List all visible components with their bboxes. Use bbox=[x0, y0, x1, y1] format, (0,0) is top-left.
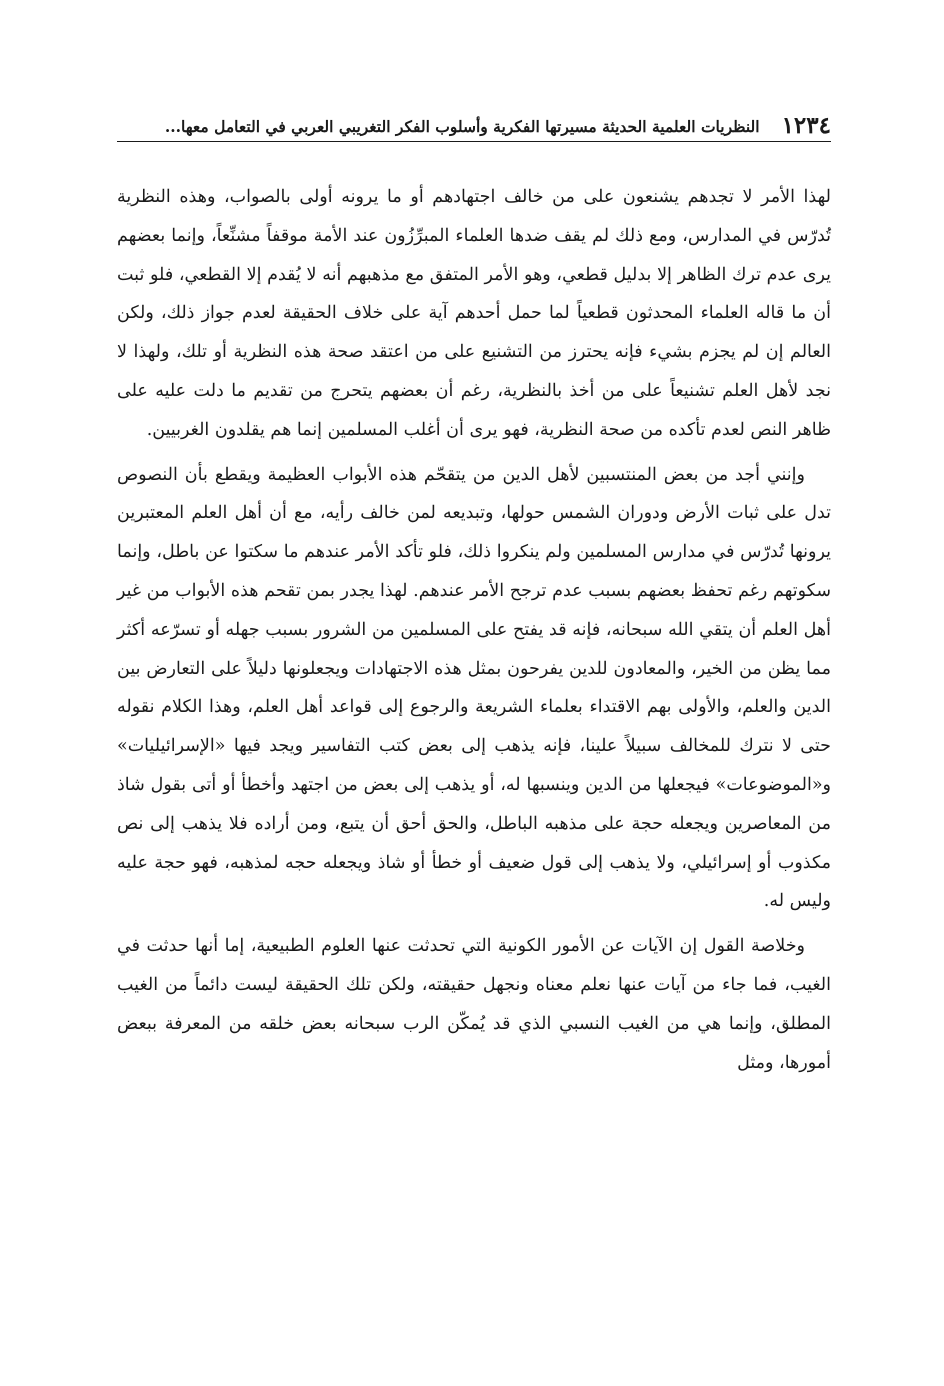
running-title: النظريات العلمية الحديثة مسيرتها الفكرية وأسلوب الفكر التغريبي العربي في التعامل معها... bbox=[164, 117, 760, 137]
book-page bbox=[117, 100, 831, 1330]
body-text bbox=[117, 178, 831, 1082]
page-number: ١٢٣٤ bbox=[781, 112, 831, 139]
paragraph-1: لهذا الأمر لا تجدهم يشنعون على من خالف اجتهادهم أو ما يرونه أولى بالصواب، وهذه النظرية تُدرّس في المدارس، ومع ذلك لم يقف ضدها العلماء المبرِّزُون عند الأمة موقفاً مشنِّعاً، وإنما بعضهم يرى عدم ترك الظاهر إلا بدليل قطعي، وهو الأمر المتفق مع مذهبهم أنه لا يُقدم إلا القطعي، فلو ثبت أن ما قاله العلماء المحدثون قطعياً لما حمل أحدهم آية على خلاف الحقيقة لعدم جواز ذلك، ولكن العالم إن لم يجزم بشيء فإنه يحترز من التشنيع على من اعتقد صحة هذه النظرية أو تلك، ولهذا لا نجد لأهل العلم تشنيعاً على من أخذ بالنظرية، رغم أن بعضهم يتحرج من تقديم ما دلت عليه على ظاهر النص لعدم تأكده من صحة النظرية، فهو يرى أن أغلب المسلمين إنما هم يقلدون الغربيين. bbox=[117, 187, 831, 440]
paragraph-2: وإنني أجد من بعض المنتسبين لأهل الدين من يتقحّم هذه الأبواب العظيمة ويقطع بأن النصوص تدل على ثبات الأرض ودوران الشمس حولها، وتبديعه لمن خالف رأيه، مع أن أهل العلم المعتبرين يرونها تُدرّس في مدارس المسلمين ولم ينكروا ذلك، فلو تأكد الأمر عندهم ما سكتوا عن باطل، وإنما سكوتهم رغم تحفظ بعضهم بسبب عدم ترجح الأمر عندهم. لهذا يجدر بمن تقحم هذه الأبواب من غير أهل العلم أن يتقي الله سبحانه، فإنه قد يفتح على المسلمين من الشرور بسبب جهله أو تسرّعه أكثر مما يظن من الخير، والمعادون للدين يفرحون بمثل هذه الاجتهادات ويجعلونها دليلاً على التعارض بين الدين والعلم، والأولى بهم الاقتداء بعلماء الشريعة والرجوع إلى قواعد أهل العلم، وهذا الكلام نقوله حتى لا نترك للمخالف سبيلاً علينا، فإنه يذهب إلى بعض كتب التفاسير ويجد فيها «الإسرائيليات» و«الموضوعات» فيجعلها من الدين وينسبها له، أو يذهب إلى بعض من اجتهد وأخطأ أو أتى بقول شاذ من المعاصرين ويجعله حجة على مذهبه الباطل، والحق أحق أن يتبع، ومن أراده فلا يذهب إلى نص مكذوب أو إسرائيلي، ولا يذهب إلى قول ضعيف أو خطأ أو شاذ ويجعله حجه لمذهبه، فهو حجة عليه وليس له. bbox=[117, 464, 831, 912]
paragraph-3: وخلاصة القول إن الآيات عن الأمور الكونية التي تحدثت عنها العلوم الطبيعية، إما أنها حدثت في الغيب، فما جاء من آيات عنها نعلم معناه ونجهل حقيقته، ولكن تلك الحقيقة ليست دائماً من الغيب المطلق، وإنما هي من الغيب النسبي الذي قد يُمكّن الرب سبحانه بعض خلقه من المعرفة ببعض أمورها، ومثل bbox=[117, 936, 831, 1073]
running-header bbox=[117, 100, 831, 142]
